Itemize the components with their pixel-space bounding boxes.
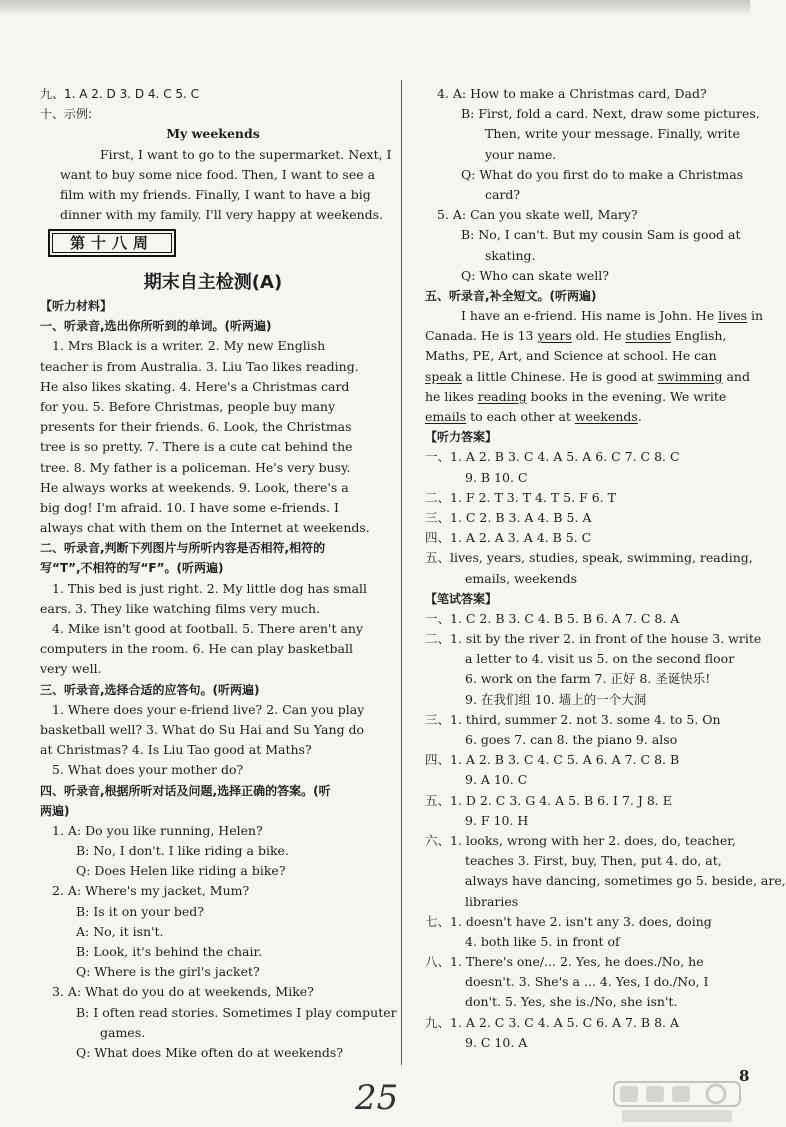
dialog-line: Q: Who can skate well? bbox=[461, 267, 609, 283]
section-heading: 【笔试答案】 bbox=[425, 591, 498, 606]
listening-text-line: 1. A: Do you like running, Helen? bbox=[52, 822, 263, 838]
listening-text-line: tree is so pretty. 7. There is a cute cat behind the bbox=[40, 439, 353, 455]
answer-line: 三、1. C 2. B 3. A 4. B 5. A bbox=[425, 509, 592, 525]
week-banner-text: 第十八周 bbox=[69, 234, 154, 252]
listening-text-line: for you. 5. Before Christmas, people buy many bbox=[40, 398, 336, 414]
answer-line: 九、1. A 2. D 3. D 4. C 5. C bbox=[40, 87, 200, 101]
listening-text-line: presents for their friends. 6. Look, the Christmas bbox=[40, 419, 352, 435]
answer-line: 一、1. C 2. B 3. C 4. B 5. B 6. A 7. C 8. A bbox=[425, 610, 680, 626]
answer-line: 9. C 10. A bbox=[465, 1034, 528, 1050]
passage-line-2: Canada. He is 13 years old. He studies English, bbox=[425, 328, 727, 344]
listening-text-line: He also likes skating. 4. Here's a Christmas card bbox=[40, 378, 350, 394]
listening-text-line: computers in the room. 6. He can play basketball bbox=[40, 641, 353, 657]
section-heading: 【听力答案】 bbox=[425, 430, 498, 445]
answer-line: 二、1. F 2. T 3. T 4. T 5. F 6. T bbox=[425, 489, 616, 505]
answer-line: 六、1. looks, wrong with her 2. does, do, teacher, bbox=[425, 832, 736, 848]
answer-line: teaches 3. First, buy, Then, put 4. do, at, bbox=[465, 853, 722, 869]
answer-line: a letter to 4. visit us 5. on the second floor bbox=[465, 651, 735, 667]
listening-text-line: B: I often read stories. Sometimes I play computer bbox=[76, 1004, 397, 1020]
dialog-line: Q: What do you first do to make a Christmas bbox=[461, 166, 744, 182]
left-column bbox=[40, 84, 392, 225]
answer-line: 十、示例: bbox=[40, 107, 93, 122]
answer-line: 五、1. D 2. C 3. G 4. A 5. B 6. I 7. J 8. E bbox=[425, 792, 672, 808]
answer-line: don't. 5. Yes, she is./No, she isn't. bbox=[465, 994, 678, 1010]
right-column bbox=[425, 84, 786, 1053]
listening-text-line: at Christmas? 4. Is Liu Tao good at Maths? bbox=[40, 742, 312, 758]
answer-line: 三、1. third, summer 2. not 3. some 4. to 5. On bbox=[425, 711, 721, 727]
listening-text-line: He always works at weekends. 9. Look, there's a bbox=[40, 479, 349, 495]
listening-text-line: 4. Mike isn't good at football. 5. There aren't any bbox=[52, 621, 364, 636]
week-banner bbox=[48, 229, 176, 257]
answer-line: 九、1. A 2. C 3. C 4. A 5. C 6. A 7. B 8. A bbox=[425, 1014, 679, 1030]
section-heading: 一、听录音,选出你所听到的单词。(听两遍) bbox=[40, 319, 272, 334]
page-number: 8 bbox=[739, 1067, 750, 1085]
answer-line: 八、1. There's one/... 2. Yes, he does./No, he bbox=[425, 954, 704, 970]
passage bbox=[425, 306, 764, 427]
left-column-lower bbox=[40, 296, 397, 1063]
listening-text-line: tree. 8. My father is a policeman. He's very busy. bbox=[40, 459, 351, 475]
answer-line: 四、1. A 2. A 3. A 4. B 5. C bbox=[425, 530, 592, 546]
dialog-line: skating. bbox=[485, 247, 536, 263]
dialog-line: 4. A: How to make a Christmas card, Dad? bbox=[437, 86, 707, 101]
answer-line: 四、1. A 2. B 3. C 4. C 5. A 6. A 7. C 8. B bbox=[425, 752, 680, 768]
listening-text-line: Q: Where is the girl's jacket? bbox=[76, 964, 260, 980]
answer-line: 6. goes 7. can 8. the piano 9. also bbox=[465, 732, 678, 747]
answer-line: 二、1. sit by the river 2. in front of the house 3. write bbox=[425, 631, 762, 647]
dialog-line: your name. bbox=[485, 146, 557, 162]
answer-line: emails, weekends bbox=[465, 570, 577, 586]
essay-line: want to buy some nice food. Then, I want to see a bbox=[60, 166, 376, 182]
listening-text-line: ears. 3. They like watching films very much. bbox=[40, 600, 321, 616]
essay-line: dinner with my family. I'll very happy at weekends. bbox=[60, 207, 384, 223]
answer-line: 9. B 10. C bbox=[465, 469, 528, 485]
column-divider bbox=[401, 80, 402, 1065]
exam-title: 期末自主检测(A) bbox=[143, 272, 283, 293]
essay-title: My weekends bbox=[166, 126, 260, 142]
listening-text-line: B: No, I don't. I like riding a bike. bbox=[76, 843, 289, 859]
answer-line: 一、1. A 2. B 3. C 4. A 5. A 6. C 7. C 8. C bbox=[425, 449, 680, 465]
answer-line: 9. A 10. C bbox=[465, 772, 528, 788]
essay-line: First, I want to go to the supermarket. Next, I bbox=[100, 146, 392, 162]
listening-text-line: 2. A: Where's my jacket, Mum? bbox=[52, 883, 250, 899]
listening-text-line: games. bbox=[100, 1024, 146, 1040]
dialog-line: 5. A: Can you skate well, Mary? bbox=[437, 207, 638, 223]
answer-line: doesn't. 3. She's a ... 4. Yes, I do./No, I bbox=[465, 974, 709, 990]
listening-text-line: always chat with them on the Internet at weekends. bbox=[40, 520, 370, 536]
passage-line-4: speak a little Chinese. He is good at swimming and bbox=[425, 368, 750, 384]
listening-text-line: basketball well? 3. What do Su Hai and Su Yang do bbox=[40, 721, 365, 737]
listening-text-line: very well. bbox=[40, 661, 102, 677]
dialog-line: B: First, fold a card. Next, draw some pictures. bbox=[461, 106, 760, 122]
answer-line: libraries bbox=[465, 893, 519, 909]
listening-text-line: 1. This bed is just right. 2. My little dog has small bbox=[52, 580, 368, 596]
answer-line: 9. F 10. H bbox=[465, 812, 529, 828]
dialog-line: Then, write your message. Finally, write bbox=[485, 126, 740, 142]
section-heading: 【听力材料】 bbox=[40, 299, 113, 313]
dialog-line: B: No, I can't. But my cousin Sam is good at bbox=[461, 227, 741, 243]
listening-text-line: 5. What does your mother do? bbox=[52, 762, 244, 778]
listening-text-line: big dog! I'm afraid. 10. I have some e-friends. I bbox=[40, 499, 339, 515]
answer-line: 9. 在我们组 10. 墙上的一个大洞 bbox=[465, 691, 647, 707]
answer-line: 4. both like 5. in front of bbox=[465, 933, 620, 949]
answer-line: 七、1. doesn't have 2. isn't any 3. does, doing bbox=[425, 913, 712, 929]
listening-text-line: Q: Does Helen like riding a bike? bbox=[76, 863, 286, 879]
watermark-logo bbox=[612, 1080, 742, 1125]
passage-line-3: Maths, PE, Art, and Science at school. He can bbox=[425, 348, 717, 364]
essay-line: film with my friends. Finally, I want to have a big bbox=[60, 186, 371, 202]
passage-line-6: emails to each other at weekends. bbox=[425, 409, 642, 424]
section-heading: 两遍) bbox=[40, 803, 70, 818]
scan-top-edge bbox=[0, 0, 750, 14]
listening-text-line: Q: What does Mike often do at weekends? bbox=[76, 1044, 344, 1060]
listening-text-line: teacher is from Australia. 3. Liu Tao likes reading. bbox=[40, 358, 359, 374]
handwritten-page-number: 25 bbox=[355, 1078, 399, 1118]
section-heading: 写“T”,不相符的写“F”。(听两遍) bbox=[40, 561, 224, 576]
dialog-line: card? bbox=[485, 186, 521, 202]
listening-text-line: A: No, it isn't. bbox=[76, 923, 164, 939]
section-heading: 二、听录音,判断下列图片与所听内容是否相符,相符的 bbox=[40, 541, 326, 556]
listening-text-line: B: Is it on your bed? bbox=[76, 903, 204, 919]
section-heading: 四、听录音,根据所听对话及问题,选择正确的答案。(听 bbox=[40, 783, 331, 798]
listening-text-line: 1. Where does your e-friend live? 2. Can you play bbox=[52, 701, 365, 717]
passage-line-1: I have an e-friend. His name is John. He lives in bbox=[461, 308, 764, 324]
listening-text-line: B: Look, it's behind the chair. bbox=[76, 944, 263, 959]
section-heading: 五、听录音,补全短文。(听两遍) bbox=[425, 288, 597, 303]
listening-text-line: 1. Mrs Black is a writer. 2. My new English bbox=[52, 338, 326, 354]
listening-text-line: 3. A: What do you do at weekends, Mike? bbox=[52, 984, 314, 1000]
answer-line: always have dancing, sometimes go 5. beside, are, bbox=[465, 873, 786, 889]
section-heading: 三、听录音,选择合适的应答句。(听两遍) bbox=[40, 682, 260, 697]
answer-line: 6. work on the farm 7. 正好 8. 圣诞快乐! bbox=[465, 671, 711, 687]
answer-line: 五、lives, years, studies, speak, swimming, reading, bbox=[425, 550, 753, 566]
passage-line-5: he likes reading books in the evening. We write bbox=[425, 388, 727, 404]
